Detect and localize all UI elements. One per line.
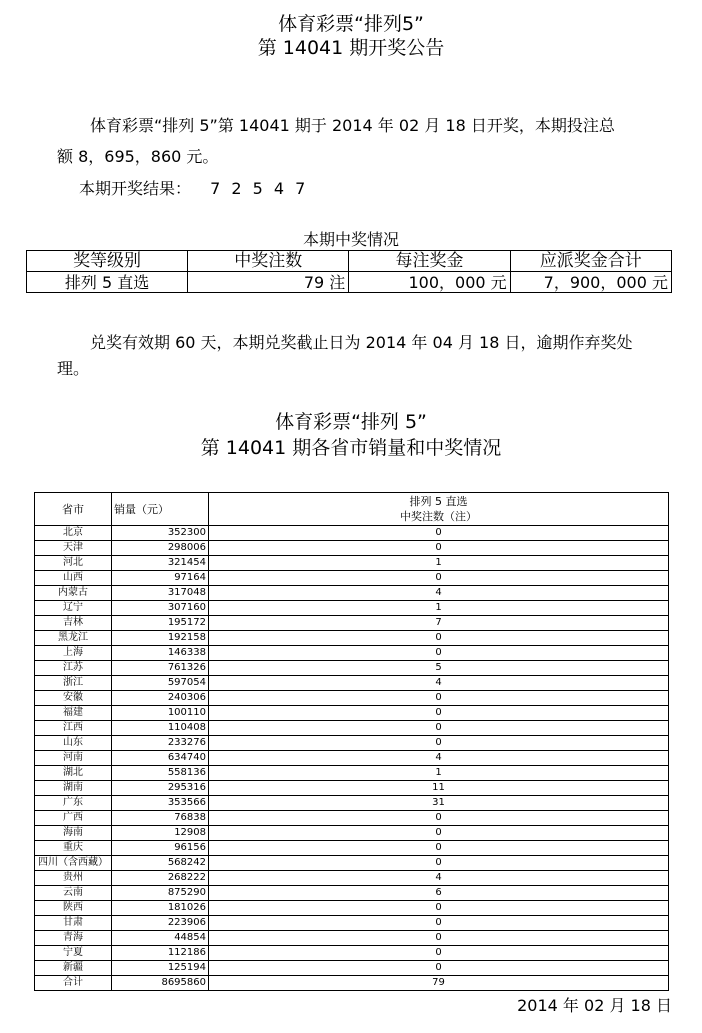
sales-cell: 223906 — [112, 916, 209, 931]
wins-cell: 0 — [209, 856, 669, 871]
intro-line-2: 额 8，695，860 元。 — [57, 147, 219, 166]
province-title: 体育彩票“排列 5” — [275, 411, 427, 433]
province-cell: 黑龙江 — [35, 631, 112, 646]
province-cell: 福建 — [35, 706, 112, 721]
header-wins-line-1: 排列 5 直选 — [409, 495, 468, 508]
wins-cell: 0 — [209, 631, 669, 646]
prize-table-row — [27, 272, 672, 293]
table-row — [35, 721, 669, 736]
table-row — [35, 631, 669, 646]
wins-cell: 1 — [209, 556, 669, 571]
prize-count: 79 注 — [188, 272, 349, 293]
wins-cell: 0 — [209, 901, 669, 916]
wins-cell: 11 — [209, 781, 669, 796]
province-cell: 江苏 — [35, 661, 112, 676]
header-count: 中奖注数 — [188, 251, 349, 272]
sales-cell: 100110 — [112, 706, 209, 721]
header-province: 省市 — [35, 493, 112, 526]
table-row — [35, 571, 669, 586]
sales-cell: 268222 — [112, 871, 209, 886]
header-sales: 销量（元） — [112, 493, 209, 526]
table-row — [35, 676, 669, 691]
table-row — [35, 871, 669, 886]
announcement-subtitle: 第 14041 期开奖公告 — [257, 37, 445, 59]
sales-cell: 352300 — [112, 526, 209, 541]
table-row — [35, 826, 669, 841]
sales-cell: 321454 — [112, 556, 209, 571]
wins-cell: 5 — [209, 661, 669, 676]
table-row — [35, 856, 669, 871]
wins-cell: 0 — [209, 826, 669, 841]
sales-cell: 44854 — [112, 931, 209, 946]
wins-cell: 0 — [209, 541, 669, 556]
province-cell: 四川（含西藏） — [35, 856, 112, 871]
intro-line-1: 体育彩票“排列 5”第 14041 期于 2014 年 02 月 18 日开奖，本期投注总 — [90, 116, 615, 135]
province-cell: 陕西 — [35, 901, 112, 916]
wins-cell: 0 — [209, 571, 669, 586]
table-row — [35, 946, 669, 961]
header-per-prize: 每注奖金 — [349, 251, 510, 272]
header-wins — [209, 493, 669, 526]
province-cell: 广西 — [35, 811, 112, 826]
sales-cell: 353566 — [112, 796, 209, 811]
result-numbers: 7 2 5 4 7 — [210, 179, 309, 198]
province-cell: 北京 — [35, 526, 112, 541]
province-table-body — [35, 526, 669, 991]
wins-cell: 1 — [209, 766, 669, 781]
wins-cell: 0 — [209, 706, 669, 721]
province-cell: 甘肃 — [35, 916, 112, 931]
table-row — [35, 556, 669, 571]
table-row — [35, 526, 669, 541]
table-row — [35, 601, 669, 616]
prize-table-header — [27, 251, 672, 272]
table-row — [35, 796, 669, 811]
sales-cell: 181026 — [112, 901, 209, 916]
footer-date: 2014 年 02 月 18 日 — [517, 996, 672, 1015]
sales-cell: 307160 — [112, 601, 209, 616]
province-cell: 浙江 — [35, 676, 112, 691]
province-table — [34, 492, 669, 991]
sales-cell: 298006 — [112, 541, 209, 556]
sales-cell: 112186 — [112, 946, 209, 961]
sales-cell: 110408 — [112, 721, 209, 736]
wins-cell: 0 — [209, 646, 669, 661]
wins-cell: 6 — [209, 886, 669, 901]
table-row — [35, 706, 669, 721]
table-row — [35, 766, 669, 781]
province-table-header — [35, 493, 669, 526]
wins-cell: 31 — [209, 796, 669, 811]
table-row — [35, 586, 669, 601]
sales-cell: 634740 — [112, 751, 209, 766]
wins-cell: 0 — [209, 526, 669, 541]
sales-cell: 240306 — [112, 691, 209, 706]
sales-cell: 97164 — [112, 571, 209, 586]
prize-total: 7，900，000 元 — [510, 272, 671, 293]
province-cell: 河南 — [35, 751, 112, 766]
province-cell: 广东 — [35, 796, 112, 811]
wins-cell: 4 — [209, 676, 669, 691]
wins-cell: 4 — [209, 871, 669, 886]
header-total: 应派奖金合计 — [510, 251, 671, 272]
sales-cell: 195172 — [112, 616, 209, 631]
table-row — [35, 646, 669, 661]
prize-table-caption: 本期中奖情况 — [302, 230, 399, 249]
wins-cell: 0 — [209, 691, 669, 706]
announcement-title: 体育彩票“排列5” — [278, 13, 424, 35]
province-cell: 贵州 — [35, 871, 112, 886]
result-label: 本期开奖结果： — [79, 179, 192, 198]
table-row — [35, 616, 669, 631]
wins-cell: 0 — [209, 961, 669, 976]
wins-cell: 0 — [209, 811, 669, 826]
sales-cell: 125194 — [112, 961, 209, 976]
table-row — [35, 901, 669, 916]
wins-cell: 1 — [209, 601, 669, 616]
table-row — [35, 781, 669, 796]
province-cell: 江西 — [35, 721, 112, 736]
sales-cell: 295316 — [112, 781, 209, 796]
province-cell: 河北 — [35, 556, 112, 571]
sales-cell: 568242 — [112, 856, 209, 871]
table-row — [35, 916, 669, 931]
sales-cell: 12908 — [112, 826, 209, 841]
table-row — [35, 841, 669, 856]
province-cell: 辽宁 — [35, 601, 112, 616]
province-cell: 山东 — [35, 736, 112, 751]
wins-cell: 0 — [209, 736, 669, 751]
province-cell: 安徽 — [35, 691, 112, 706]
table-row — [35, 661, 669, 676]
redeem-line-1: 兑奖有效期 60 天，本期兑奖截止日为 2014 年 04 月 18 日，逾期作弃奖处 — [90, 333, 633, 352]
table-row — [35, 931, 669, 946]
wins-cell: 0 — [209, 916, 669, 931]
sales-cell: 76838 — [112, 811, 209, 826]
wins-cell: 7 — [209, 616, 669, 631]
wins-cell: 79 — [209, 976, 669, 991]
header-level: 奖等级别 — [27, 251, 188, 272]
wins-cell: 4 — [209, 751, 669, 766]
table-row — [35, 541, 669, 556]
table-row — [35, 976, 669, 991]
prize-table — [26, 250, 672, 293]
sales-cell: 146338 — [112, 646, 209, 661]
wins-cell: 0 — [209, 931, 669, 946]
header-wins-line-2: 中奖注数（注） — [400, 510, 477, 523]
province-cell: 合计 — [35, 976, 112, 991]
wins-cell: 0 — [209, 721, 669, 736]
province-cell: 上海 — [35, 646, 112, 661]
province-cell: 吉林 — [35, 616, 112, 631]
sales-cell: 597054 — [112, 676, 209, 691]
table-row — [35, 961, 669, 976]
wins-cell: 4 — [209, 586, 669, 601]
sales-cell: 96156 — [112, 841, 209, 856]
province-cell: 山西 — [35, 571, 112, 586]
result-row — [79, 177, 308, 201]
sales-cell: 875290 — [112, 886, 209, 901]
wins-cell: 0 — [209, 841, 669, 856]
prize-per-prize: 100，000 元 — [349, 272, 510, 293]
wins-cell: 0 — [209, 946, 669, 961]
province-cell: 青海 — [35, 931, 112, 946]
province-cell: 宁夏 — [35, 946, 112, 961]
table-row — [35, 691, 669, 706]
sales-cell: 192158 — [112, 631, 209, 646]
sales-cell: 558136 — [112, 766, 209, 781]
table-row — [35, 811, 669, 826]
sales-cell: 233276 — [112, 736, 209, 751]
table-row — [35, 886, 669, 901]
table-row — [35, 751, 669, 766]
province-cell: 湖南 — [35, 781, 112, 796]
table-row — [35, 736, 669, 751]
province-subtitle: 第 14041 期各省市销量和中奖情况 — [200, 437, 502, 459]
province-cell: 湖北 — [35, 766, 112, 781]
redeem-line-2: 理。 — [57, 359, 90, 378]
province-cell: 海南 — [35, 826, 112, 841]
prize-level: 排列 5 直选 — [27, 272, 188, 293]
province-cell: 天津 — [35, 541, 112, 556]
sales-cell: 8695860 — [112, 976, 209, 991]
sales-cell: 317048 — [112, 586, 209, 601]
sales-cell: 761326 — [112, 661, 209, 676]
province-cell: 重庆 — [35, 841, 112, 856]
province-cell: 新疆 — [35, 961, 112, 976]
province-cell: 内蒙古 — [35, 586, 112, 601]
province-cell: 云南 — [35, 886, 112, 901]
